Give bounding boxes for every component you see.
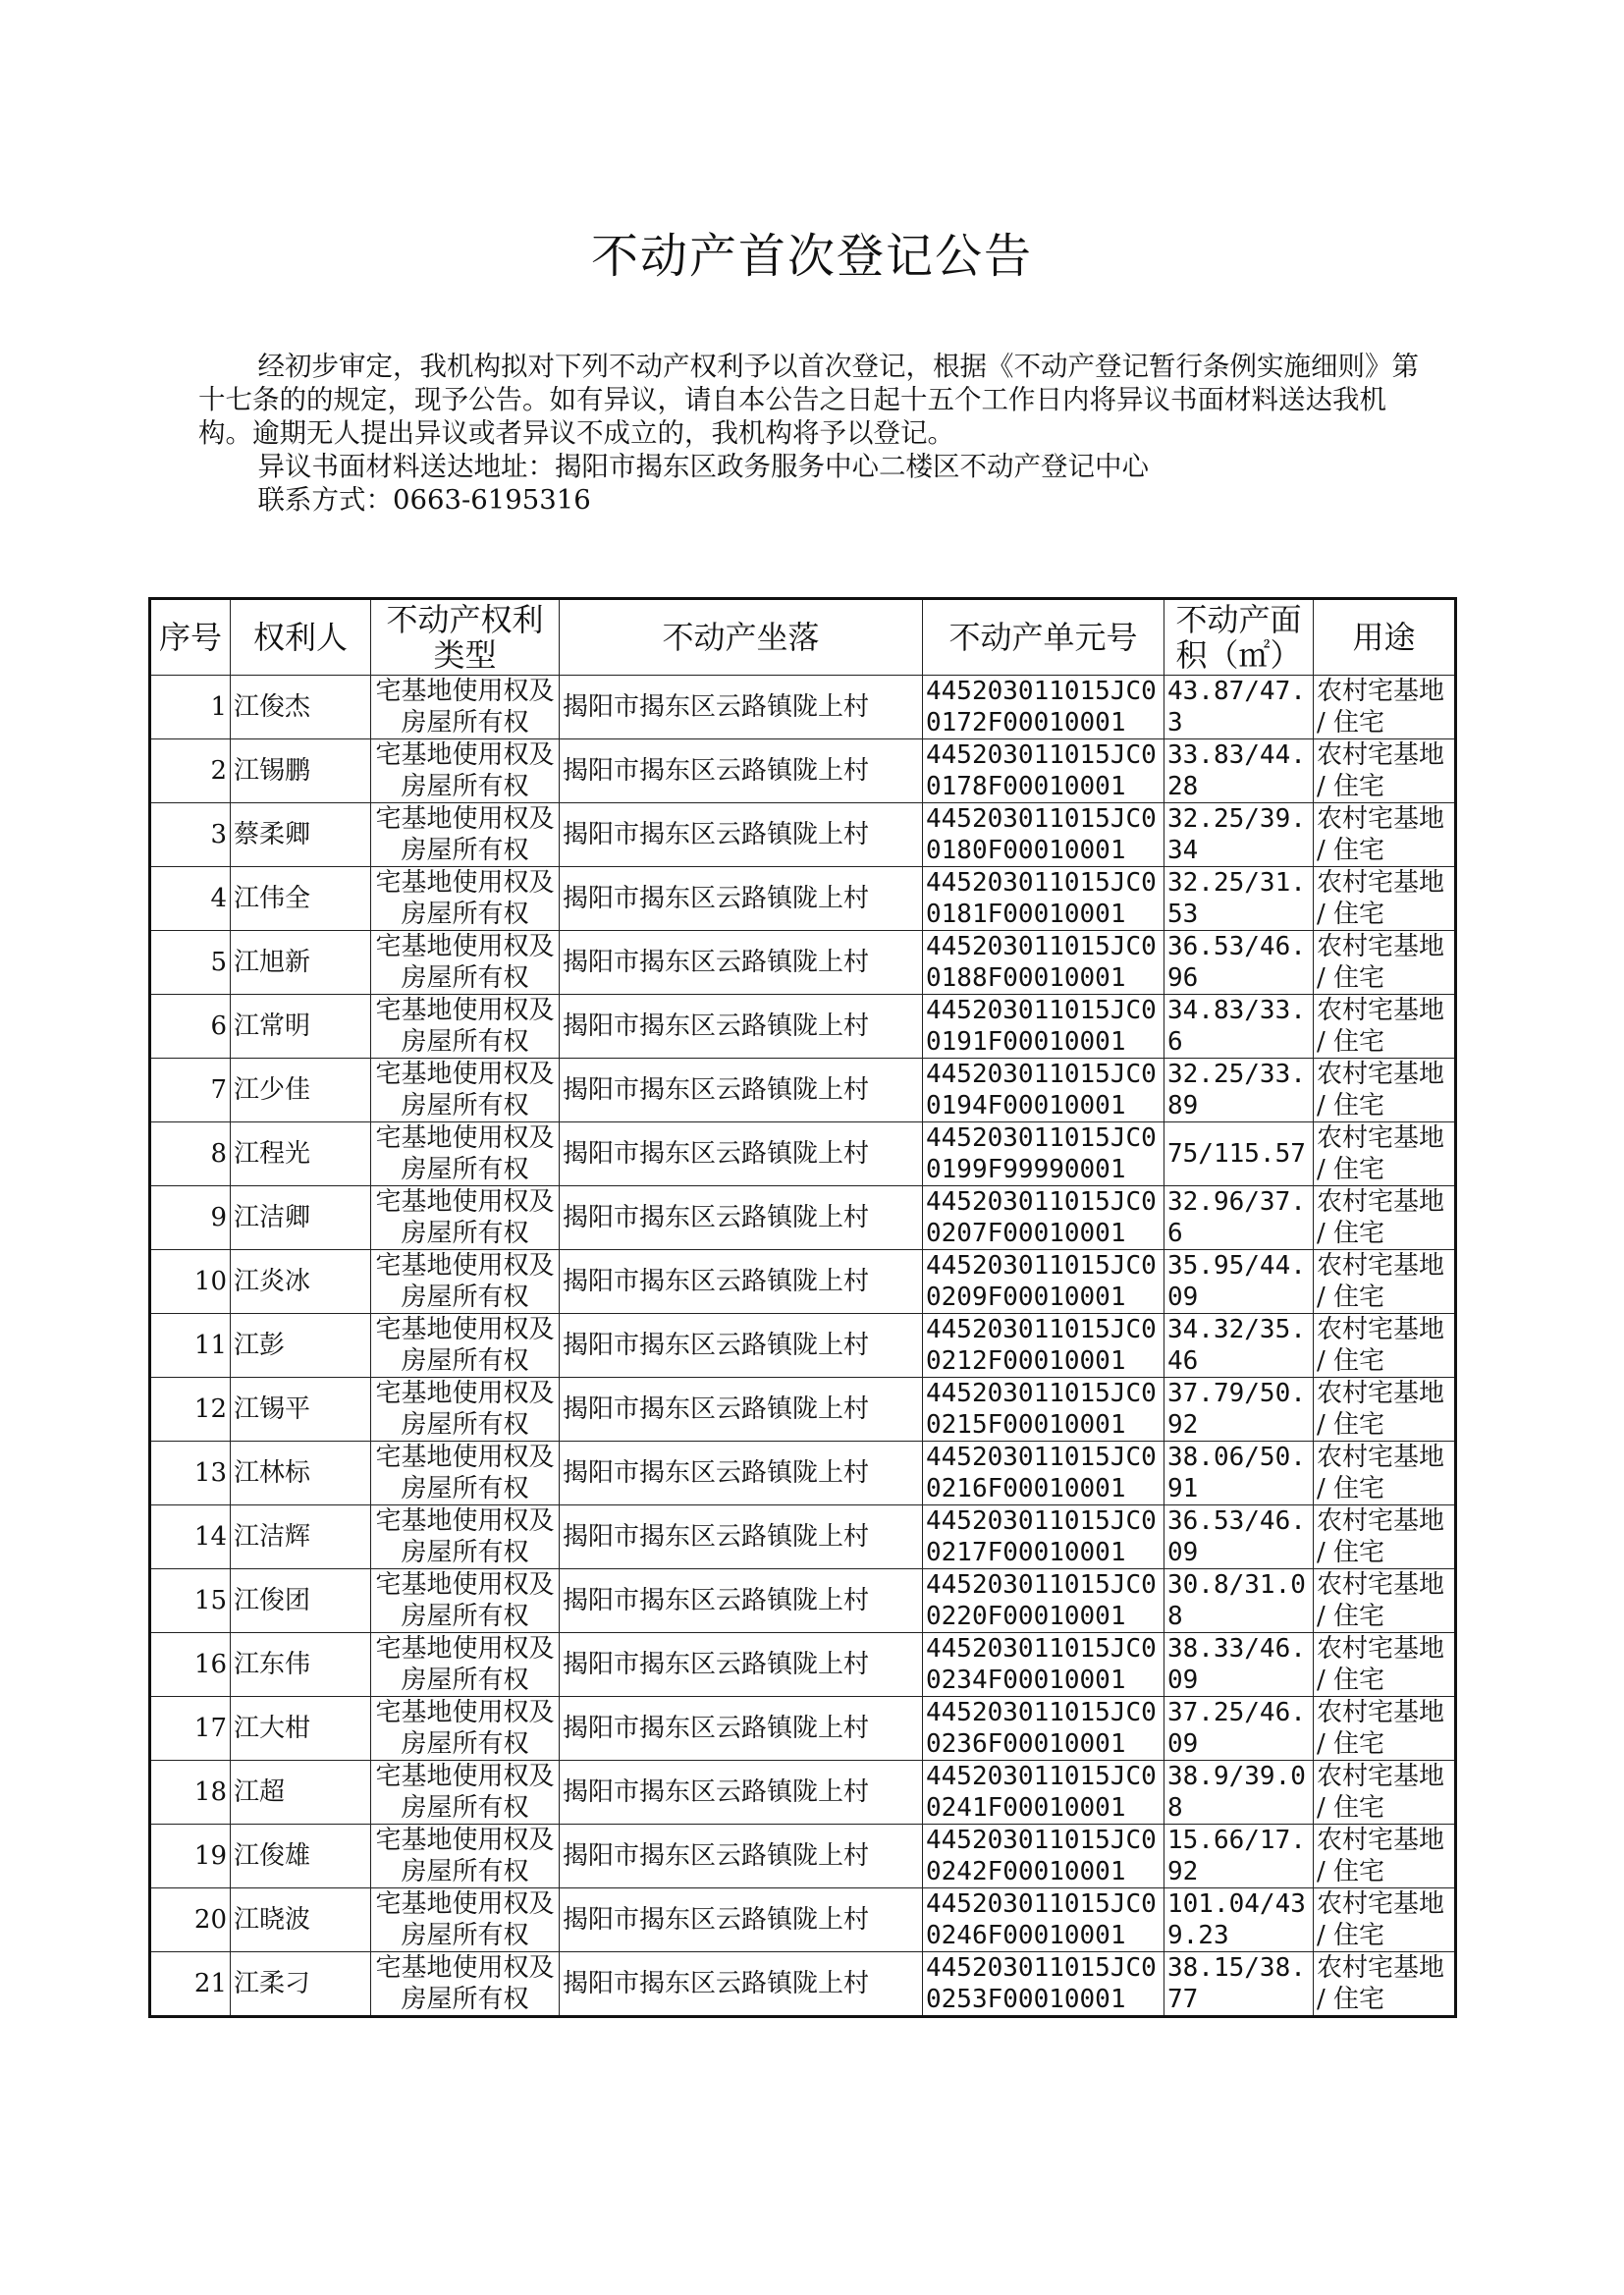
- cell-type: 宅基地使用权及房屋所有权: [371, 1952, 560, 2017]
- table-row: [150, 1697, 1456, 1761]
- cell-use: 农村宅基地 / 住宅: [1314, 803, 1456, 867]
- cell-seq: 19: [150, 1825, 231, 1888]
- cell-owner: 江柔刁: [231, 1952, 371, 2017]
- cell-type: 宅基地使用权及房屋所有权: [371, 1250, 560, 1314]
- cell-unit: 445203011015JC00181F00010001: [923, 867, 1164, 931]
- table-row: [150, 1888, 1456, 1952]
- cell-location: 揭阳市揭东区云路镇陇上村: [560, 1186, 923, 1250]
- cell-use: 农村宅基地 / 住宅: [1314, 867, 1456, 931]
- cell-owner: 蔡柔卿: [231, 803, 371, 867]
- table-row: [150, 1569, 1456, 1633]
- cell-type: 宅基地使用权及房屋所有权: [371, 1633, 560, 1697]
- cell-use: 农村宅基地 / 住宅: [1314, 995, 1456, 1059]
- cell-use: 农村宅基地 / 住宅: [1314, 1761, 1456, 1825]
- cell-use: 农村宅基地 / 住宅: [1314, 1442, 1456, 1505]
- cell-owner: 江锡鹏: [231, 739, 371, 803]
- cell-seq: 10: [150, 1250, 231, 1314]
- cell-unit: 445203011015JC00220F00010001: [923, 1569, 1164, 1633]
- cell-use: 农村宅基地 / 住宅: [1314, 1122, 1456, 1186]
- cell-unit: 445203011015JC00180F00010001: [923, 803, 1164, 867]
- header-area: 不动产面积（㎡）: [1164, 599, 1314, 676]
- notice-address: 异议书面材料送达地址：揭阳市揭东区政务服务中心二楼区不动产登记中心: [257, 451, 1149, 482]
- cell-area: 37.79/50.92: [1164, 1378, 1314, 1442]
- cell-type: 宅基地使用权及房屋所有权: [371, 1378, 560, 1442]
- cell-use: 农村宅基地 / 住宅: [1314, 676, 1456, 739]
- cell-location: 揭阳市揭东区云路镇陇上村: [560, 1442, 923, 1505]
- cell-owner: 江锡平: [231, 1378, 371, 1442]
- cell-type: 宅基地使用权及房屋所有权: [371, 867, 560, 931]
- header-use: 用途: [1314, 599, 1456, 676]
- cell-seq: 16: [150, 1633, 231, 1697]
- cell-seq: 4: [150, 867, 231, 931]
- cell-use: 农村宅基地 / 住宅: [1314, 1697, 1456, 1761]
- cell-location: 揭阳市揭东区云路镇陇上村: [560, 1250, 923, 1314]
- table-row: [150, 1825, 1456, 1888]
- cell-location: 揭阳市揭东区云路镇陇上村: [560, 1505, 923, 1569]
- cell-owner: 江俊雄: [231, 1825, 371, 1888]
- cell-type: 宅基地使用权及房屋所有权: [371, 1505, 560, 1569]
- cell-location: 揭阳市揭东区云路镇陇上村: [560, 995, 923, 1059]
- cell-unit: 445203011015JC00246F00010001: [923, 1888, 1164, 1952]
- cell-seq: 2: [150, 739, 231, 803]
- cell-owner: 江东伟: [231, 1633, 371, 1697]
- cell-location: 揭阳市揭东区云路镇陇上村: [560, 1697, 923, 1761]
- cell-use: 农村宅基地 / 住宅: [1314, 1952, 1456, 2017]
- registration-table: [148, 597, 1457, 2018]
- cell-unit: 445203011015JC00194F00010001: [923, 1059, 1164, 1122]
- cell-unit: 445203011015JC00215F00010001: [923, 1378, 1164, 1442]
- cell-owner: 江大柑: [231, 1697, 371, 1761]
- cell-location: 揭阳市揭东区云路镇陇上村: [560, 739, 923, 803]
- cell-type: 宅基地使用权及房屋所有权: [371, 1059, 560, 1122]
- cell-area: 38.33/46.09: [1164, 1633, 1314, 1697]
- cell-use: 农村宅基地 / 住宅: [1314, 1505, 1456, 1569]
- cell-area: 32.25/39.34: [1164, 803, 1314, 867]
- table-row: [150, 739, 1456, 803]
- cell-seq: 1: [150, 676, 231, 739]
- cell-unit: 445203011015JC00188F00010001: [923, 931, 1164, 995]
- cell-seq: 14: [150, 1505, 231, 1569]
- cell-location: 揭阳市揭东区云路镇陇上村: [560, 1825, 923, 1888]
- cell-owner: 江俊团: [231, 1569, 371, 1633]
- cell-owner: 江少佳: [231, 1059, 371, 1122]
- cell-type: 宅基地使用权及房屋所有权: [371, 676, 560, 739]
- cell-use: 农村宅基地 / 住宅: [1314, 1888, 1456, 1952]
- cell-seq: 18: [150, 1761, 231, 1825]
- cell-type: 宅基地使用权及房屋所有权: [371, 803, 560, 867]
- cell-area: 38.06/50.91: [1164, 1442, 1314, 1505]
- cell-area: 38.9/39.08: [1164, 1761, 1314, 1825]
- cell-area: 32.25/33.89: [1164, 1059, 1314, 1122]
- cell-unit: 445203011015JC00216F00010001: [923, 1442, 1164, 1505]
- cell-location: 揭阳市揭东区云路镇陇上村: [560, 1761, 923, 1825]
- cell-owner: 江俊杰: [231, 676, 371, 739]
- cell-owner: 江晓波: [231, 1888, 371, 1952]
- table-body: [150, 676, 1456, 2017]
- table-header-row: [150, 599, 1456, 676]
- cell-owner: 江常明: [231, 995, 371, 1059]
- cell-seq: 20: [150, 1888, 231, 1952]
- cell-seq: 12: [150, 1378, 231, 1442]
- cell-seq: 17: [150, 1697, 231, 1761]
- cell-seq: 3: [150, 803, 231, 867]
- cell-owner: 江旭新: [231, 931, 371, 995]
- cell-unit: 445203011015JC00241F00010001: [923, 1761, 1164, 1825]
- table-row: [150, 931, 1456, 995]
- cell-seq: 7: [150, 1059, 231, 1122]
- cell-area: 32.25/31.53: [1164, 867, 1314, 931]
- cell-unit: 445203011015JC00253F00010001: [923, 1952, 1164, 2017]
- cell-type: 宅基地使用权及房屋所有权: [371, 1825, 560, 1888]
- cell-seq: 13: [150, 1442, 231, 1505]
- cell-unit: 445203011015JC00242F00010001: [923, 1825, 1164, 1888]
- cell-unit: 445203011015JC00217F00010001: [923, 1505, 1164, 1569]
- table-row: [150, 1122, 1456, 1186]
- table-row: [150, 1505, 1456, 1569]
- cell-unit: 445203011015JC00191F00010001: [923, 995, 1164, 1059]
- cell-unit: 445203011015JC00236F00010001: [923, 1697, 1164, 1761]
- cell-type: 宅基地使用权及房屋所有权: [371, 1888, 560, 1952]
- cell-seq: 15: [150, 1569, 231, 1633]
- table-row: [150, 1442, 1456, 1505]
- cell-seq: 8: [150, 1122, 231, 1186]
- cell-use: 农村宅基地 / 住宅: [1314, 1825, 1456, 1888]
- header-seq: 序号: [150, 599, 231, 676]
- table-row: [150, 1378, 1456, 1442]
- cell-unit: 445203011015JC00234F00010001: [923, 1633, 1164, 1697]
- cell-area: 36.53/46.96: [1164, 931, 1314, 995]
- cell-location: 揭阳市揭东区云路镇陇上村: [560, 1952, 923, 2017]
- table-row: [150, 995, 1456, 1059]
- cell-type: 宅基地使用权及房屋所有权: [371, 931, 560, 995]
- cell-location: 揭阳市揭东区云路镇陇上村: [560, 803, 923, 867]
- cell-seq: 9: [150, 1186, 231, 1250]
- table-row: [150, 1952, 1456, 2017]
- cell-type: 宅基地使用权及房屋所有权: [371, 739, 560, 803]
- cell-seq: 6: [150, 995, 231, 1059]
- cell-type: 宅基地使用权及房屋所有权: [371, 1761, 560, 1825]
- cell-unit: 445203011015JC00207F00010001: [923, 1186, 1164, 1250]
- cell-type: 宅基地使用权及房屋所有权: [371, 1122, 560, 1186]
- cell-owner: 江炎冰: [231, 1250, 371, 1314]
- cell-area: 34.32/35.46: [1164, 1314, 1314, 1378]
- cell-owner: 江程光: [231, 1122, 371, 1186]
- header-type: 不动产权利类型: [371, 599, 560, 676]
- cell-location: 揭阳市揭东区云路镇陇上村: [560, 1122, 923, 1186]
- table-row: [150, 867, 1456, 931]
- header-location: 不动产坐落: [560, 599, 923, 676]
- cell-area: 75/115.57: [1164, 1122, 1314, 1186]
- header-owner: 权利人: [231, 599, 371, 676]
- table-row: [150, 676, 1456, 739]
- cell-type: 宅基地使用权及房屋所有权: [371, 1442, 560, 1505]
- cell-location: 揭阳市揭东区云路镇陇上村: [560, 1378, 923, 1442]
- cell-area: 34.83/33.6: [1164, 995, 1314, 1059]
- cell-owner: 江洁辉: [231, 1505, 371, 1569]
- cell-area: 101.04/439.23: [1164, 1888, 1314, 1952]
- header-unit: 不动产单元号: [923, 599, 1164, 676]
- cell-location: 揭阳市揭东区云路镇陇上村: [560, 931, 923, 995]
- notice-paragraph: 经初步审定，我机构拟对下列不动产权利予以首次登记，根据《不动产登记暂行条例实施细则》第十七条的的规定，现予公告。如有异议，请自本公告之日起十五个工作日内将异议书面材料送达我机构。逾期无人提出异议或者异议不成立的，我机构将予以登记。: [198, 351, 1419, 449]
- cell-unit: 445203011015JC00209F00010001: [923, 1250, 1164, 1314]
- cell-location: 揭阳市揭东区云路镇陇上村: [560, 676, 923, 739]
- cell-use: 农村宅基地 / 住宅: [1314, 931, 1456, 995]
- table-row: [150, 1186, 1456, 1250]
- cell-location: 揭阳市揭东区云路镇陇上村: [560, 1633, 923, 1697]
- cell-type: 宅基地使用权及房屋所有权: [371, 1569, 560, 1633]
- cell-area: 37.25/46.09: [1164, 1697, 1314, 1761]
- cell-owner: 江彭: [231, 1314, 371, 1378]
- table-row: [150, 1761, 1456, 1825]
- cell-area: 35.95/44.09: [1164, 1250, 1314, 1314]
- cell-location: 揭阳市揭东区云路镇陇上村: [560, 1569, 923, 1633]
- table-row: [150, 1314, 1456, 1378]
- cell-area: 43.87/47.3: [1164, 676, 1314, 739]
- table-row: [150, 1250, 1456, 1314]
- cell-owner: 江洁卿: [231, 1186, 371, 1250]
- cell-location: 揭阳市揭东区云路镇陇上村: [560, 867, 923, 931]
- cell-area: 38.15/38.77: [1164, 1952, 1314, 2017]
- cell-location: 揭阳市揭东区云路镇陇上村: [560, 1059, 923, 1122]
- cell-type: 宅基地使用权及房屋所有权: [371, 995, 560, 1059]
- cell-use: 农村宅基地 / 住宅: [1314, 1250, 1456, 1314]
- cell-use: 农村宅基地 / 住宅: [1314, 1633, 1456, 1697]
- cell-unit: 445203011015JC00172F00010001: [923, 676, 1164, 739]
- table-row: [150, 1633, 1456, 1697]
- cell-seq: 5: [150, 931, 231, 995]
- cell-type: 宅基地使用权及房屋所有权: [371, 1314, 560, 1378]
- cell-area: 33.83/44.28: [1164, 739, 1314, 803]
- cell-area: 30.8/31.08: [1164, 1569, 1314, 1633]
- notice-contact: 联系方式：0663-6195316: [257, 484, 591, 516]
- cell-area: 32.96/37.6: [1164, 1186, 1314, 1250]
- cell-type: 宅基地使用权及房屋所有权: [371, 1697, 560, 1761]
- cell-location: 揭阳市揭东区云路镇陇上村: [560, 1314, 923, 1378]
- cell-area: 15.66/17.92: [1164, 1825, 1314, 1888]
- cell-use: 农村宅基地 / 住宅: [1314, 1314, 1456, 1378]
- cell-owner: 江超: [231, 1761, 371, 1825]
- cell-area: 36.53/46.09: [1164, 1505, 1314, 1569]
- cell-type: 宅基地使用权及房屋所有权: [371, 1186, 560, 1250]
- cell-owner: 江林标: [231, 1442, 371, 1505]
- notice-text: [198, 350, 1431, 517]
- cell-location: 揭阳市揭东区云路镇陇上村: [560, 1888, 923, 1952]
- cell-seq: 11: [150, 1314, 231, 1378]
- cell-use: 农村宅基地 / 住宅: [1314, 1569, 1456, 1633]
- cell-unit: 445203011015JC00178F00010001: [923, 739, 1164, 803]
- page-title: 不动产首次登记公告: [590, 229, 1033, 284]
- cell-owner: 江伟全: [231, 867, 371, 931]
- table-row: [150, 803, 1456, 867]
- cell-use: 农村宅基地 / 住宅: [1314, 1378, 1456, 1442]
- cell-unit: 445203011015JC00199F99990001: [923, 1122, 1164, 1186]
- cell-unit: 445203011015JC00212F00010001: [923, 1314, 1164, 1378]
- table-row: [150, 1059, 1456, 1122]
- cell-use: 农村宅基地 / 住宅: [1314, 1059, 1456, 1122]
- cell-seq: 21: [150, 1952, 231, 2017]
- cell-use: 农村宅基地 / 住宅: [1314, 739, 1456, 803]
- cell-use: 农村宅基地 / 住宅: [1314, 1186, 1456, 1250]
